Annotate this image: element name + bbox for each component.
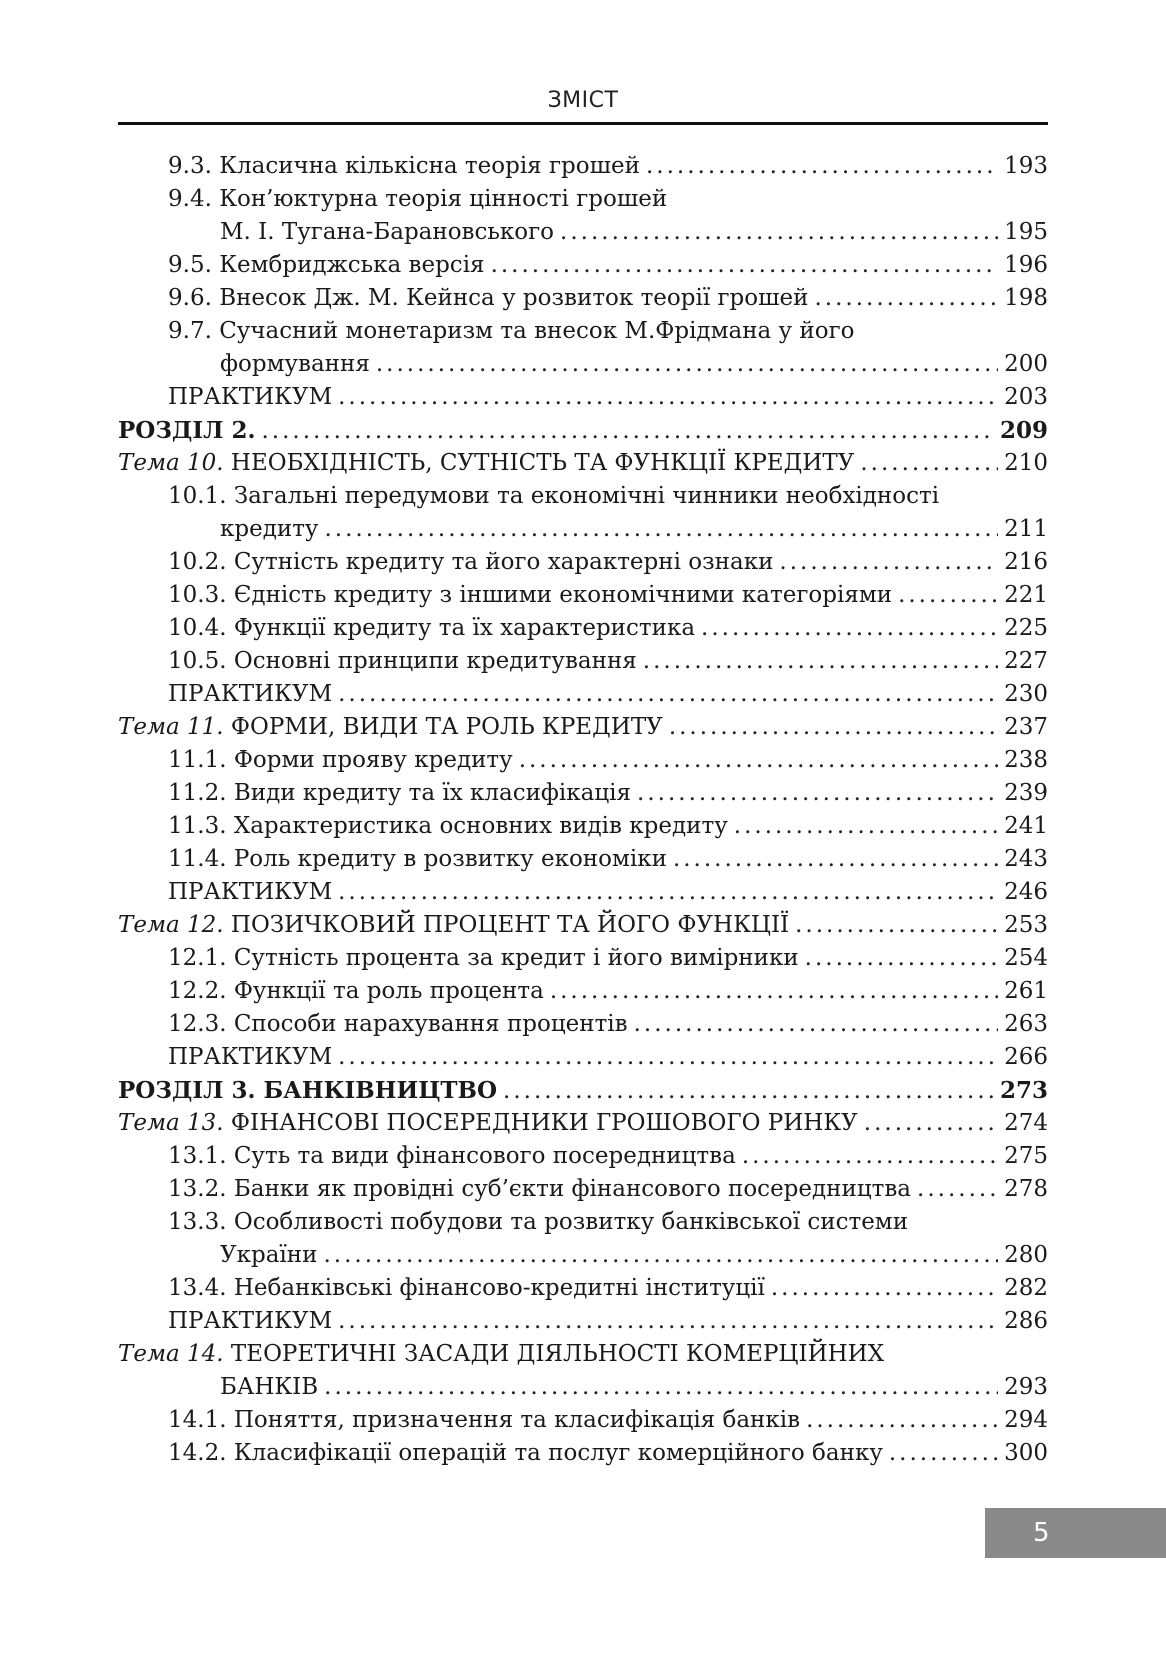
- toc-dot-leader: [646, 150, 998, 183]
- toc-entry-text: 10.2. Сутність кредиту та його характерні ознаки: [168, 549, 774, 575]
- toc-entry-title: [118, 414, 255, 447]
- toc-dot-leader: [742, 1140, 998, 1173]
- toc-page-number: 293: [1004, 1374, 1048, 1400]
- toc-entry-text: України: [220, 1242, 318, 1268]
- toc-entry-text: ФІНАНСОВІ ПОСЕРЕДНИКИ ГРОШОВОГО РИНКУ: [223, 1110, 858, 1136]
- toc-page-number: 274: [1004, 1110, 1048, 1136]
- toc-dot-leader: [261, 415, 994, 448]
- toc-entry: [118, 711, 1048, 744]
- toc-page-number: 243: [1004, 846, 1048, 872]
- header-divider: [118, 122, 1048, 125]
- toc-dot-leader: [324, 513, 998, 546]
- toc-page-number: 193: [1004, 153, 1048, 179]
- toc-dot-leader: [338, 876, 998, 909]
- toc-entry-text: 9.4. Кон’юктурна теорія цінності грошей: [168, 186, 668, 212]
- toc-entry: [118, 1206, 1048, 1239]
- toc-entry-text: формування: [220, 351, 370, 377]
- toc-entry-text: ПРАКТИКУМ: [168, 681, 333, 707]
- toc-entry: [118, 414, 1048, 447]
- toc-entry-title: [168, 1008, 628, 1041]
- toc-entry-title: [168, 612, 695, 645]
- toc-entry-text: 13.2. Банки як провідні суб’єкти фінансового посередництва: [168, 1176, 912, 1202]
- toc-entry: [118, 1173, 1048, 1206]
- page-number: 5: [985, 1508, 1166, 1558]
- toc-entry: [118, 447, 1048, 480]
- toc-entry-text: ПРАКТИКУМ: [168, 1044, 333, 1070]
- page-header-title: ЗМІСТ: [547, 88, 619, 113]
- toc-page-number: 300: [1004, 1440, 1048, 1466]
- toc-entry: [118, 645, 1048, 678]
- toc-entry-text: 12.1. Сутність процента за кредит і його вимірники: [168, 945, 799, 971]
- toc-entry-text: 10.3. Єдність кредиту з іншими економічними категоріями: [168, 582, 893, 608]
- toc-entry-title: [168, 249, 485, 282]
- toc-entry: [118, 150, 1048, 183]
- toc-entry-text: 11.1. Форми прояву кредиту: [168, 747, 513, 773]
- toc-entry-text: 12.3. Способи нарахування процентів: [168, 1011, 628, 1037]
- toc-dot-leader: [376, 348, 998, 381]
- toc-entry-title: [168, 1305, 332, 1338]
- toc-entry: [118, 678, 1048, 711]
- toc-page-number: 254: [1004, 945, 1048, 971]
- toc-dot-leader: [673, 843, 998, 876]
- toc-entry: [118, 1437, 1048, 1470]
- toc-entry-text: 13.3. Особливості побудови та розвитку банківської системи: [168, 1209, 909, 1235]
- toc-topic-prefix: Тема 11.: [118, 714, 224, 740]
- toc-entry-text: 14.1. Поняття, призначення та класифікація банків: [168, 1407, 801, 1433]
- toc-entry-text: ПРАКТИКУМ: [168, 1308, 333, 1334]
- toc-dot-leader: [503, 1075, 994, 1108]
- toc-entry-text: 14.2. Класифікації операцій та послуг комерційного банку: [168, 1440, 883, 1466]
- toc-dot-leader: [814, 282, 998, 315]
- toc-entry-title: [168, 1206, 908, 1239]
- toc-entry-text: 11.2. Види кредиту та їх класифікація: [168, 780, 632, 806]
- toc-dot-leader: [323, 1239, 998, 1272]
- toc-entry-title: [168, 1404, 800, 1437]
- toc-entry: [118, 381, 1048, 414]
- toc-entry: [118, 1338, 1048, 1371]
- toc-page-number: 280: [1004, 1242, 1048, 1268]
- toc-entry-text: 9.3. Класична кількісна теорія грошей: [168, 153, 640, 179]
- toc-page-number: 273: [999, 1077, 1048, 1104]
- toc-entry-title: [220, 1371, 318, 1404]
- toc-entry-title: [118, 1338, 884, 1371]
- toc-entry-text: ТЕОРЕТИЧНІ ЗАСАДИ ДІЯЛЬНОСТІ КОМЕРЦІЙНИХ: [223, 1341, 885, 1367]
- toc-entry-title: [168, 315, 854, 348]
- toc-entry-text: 10.4. Функції кредиту та їх характеристика: [168, 615, 696, 641]
- toc-entry: [118, 1107, 1048, 1140]
- toc-entry-text: М. І. Тугана-Барановського: [220, 219, 555, 245]
- toc-entry-title: [220, 513, 318, 546]
- toc-entry-title: [168, 183, 667, 216]
- toc-entry-title: [168, 282, 808, 315]
- toc-entry: [118, 942, 1048, 975]
- toc-entry-title: [118, 909, 789, 942]
- toc-entry: [118, 975, 1048, 1008]
- toc-dot-leader: [338, 381, 998, 414]
- toc-entry-text: РОЗДІЛ 2.: [118, 417, 256, 444]
- toc-page-number: 266: [1004, 1044, 1048, 1070]
- toc-entry: [118, 1074, 1048, 1107]
- toc-entry-title: [168, 579, 892, 612]
- toc-entry: [118, 777, 1048, 810]
- toc-entry: [118, 1239, 1048, 1272]
- toc-page-number: 198: [1004, 285, 1048, 311]
- toc-entry-title: [168, 645, 637, 678]
- toc-entry: [118, 1305, 1048, 1338]
- toc-dot-leader: [779, 546, 998, 579]
- toc-page-number: 282: [1004, 1275, 1048, 1301]
- toc-dot-leader: [860, 447, 998, 480]
- toc-entry: [118, 480, 1048, 513]
- toc-entry-text: НЕОБХІДНІСТЬ, СУТНІСТЬ ТА ФУНКЦІЇ КРЕДИТУ: [223, 450, 855, 476]
- toc-dot-leader: [771, 1272, 998, 1305]
- toc-entry-title: [118, 447, 854, 480]
- toc-entry: [118, 315, 1048, 348]
- toc-dot-leader: [917, 1173, 998, 1206]
- toc-topic-prefix: Тема 13.: [118, 1110, 224, 1136]
- toc-entry-title: [118, 1107, 858, 1140]
- toc-entry: [118, 1008, 1048, 1041]
- toc-entry-text: 13.4. Небанківські фінансово-кредитні інституції: [168, 1275, 765, 1301]
- toc-dot-leader: [491, 249, 999, 282]
- toc-dot-leader: [519, 744, 998, 777]
- toc-page-number: 230: [1004, 681, 1048, 707]
- toc-entry-title: [168, 381, 332, 414]
- toc-entry-text: БАНКІВ: [220, 1374, 319, 1400]
- toc-entry-title: [168, 843, 667, 876]
- toc-page-number: 261: [1004, 978, 1048, 1004]
- toc-page-number: 286: [1004, 1308, 1048, 1334]
- toc-entry-title: [168, 1173, 911, 1206]
- toc-dot-leader: [805, 942, 998, 975]
- toc-entry: [118, 513, 1048, 546]
- toc-entry-title: [168, 777, 631, 810]
- toc-entry: [118, 1041, 1048, 1074]
- toc-entry-text: ПОЗИЧКОВИЙ ПРОЦЕНТ ТА ЙОГО ФУНКЦІЇ: [223, 912, 790, 938]
- toc-dot-leader: [806, 1404, 998, 1437]
- toc-dot-leader: [734, 810, 998, 843]
- toc-entry: [118, 183, 1048, 216]
- toc-entry: [118, 909, 1048, 942]
- toc-page-number: 216: [1004, 549, 1048, 575]
- toc-entry-text: ФОРМИ, ВИДИ ТА РОЛЬ КРЕДИТУ: [223, 714, 663, 740]
- toc-dot-leader: [701, 612, 998, 645]
- toc-entry: [118, 744, 1048, 777]
- toc-page-number: 278: [1004, 1176, 1048, 1202]
- toc-page-number: 221: [1004, 582, 1048, 608]
- toc-entry: [118, 1140, 1048, 1173]
- toc-entry-title: [168, 150, 640, 183]
- toc-entry-text: ПРАКТИКУМ: [168, 384, 333, 410]
- toc-page-number: 263: [1004, 1011, 1048, 1037]
- toc-entry-title: [118, 1074, 497, 1107]
- toc-dot-leader: [643, 645, 998, 678]
- toc-entry-text: 9.7. Сучасний монетаризм та внесок М.Фрідмана у його: [168, 318, 855, 344]
- toc-entry-text: 12.2. Функції та роль процента: [168, 978, 544, 1004]
- toc-topic-prefix: Тема 10.: [118, 450, 224, 476]
- toc-entry-title: [168, 744, 513, 777]
- toc-dot-leader: [637, 777, 998, 810]
- toc-entry: [118, 810, 1048, 843]
- toc-dot-leader: [898, 579, 998, 612]
- toc-page-number: 225: [1004, 615, 1048, 641]
- toc-entry-title: [220, 216, 554, 249]
- toc-dot-leader: [634, 1008, 998, 1041]
- toc-page-number: 227: [1004, 648, 1048, 674]
- toc-dot-leader: [560, 216, 998, 249]
- toc-dot-leader: [338, 678, 998, 711]
- toc-entry-title: [168, 1437, 883, 1470]
- toc-entry-text: 9.6. Внесок Дж. М. Кейнса у розвиток теорії грошей: [168, 285, 809, 311]
- toc-page-number: 210: [1004, 450, 1048, 476]
- toc-page-number: 239: [1004, 780, 1048, 806]
- toc-entry-text: 10.1. Загальні передумови та економічні чинники необхідності: [168, 483, 940, 509]
- toc-entry-text: 11.3. Характеристика основних видів кредиту: [168, 813, 728, 839]
- toc-entry: [118, 876, 1048, 909]
- toc-entry-title: [168, 480, 939, 513]
- toc-page-number: 211: [1004, 516, 1048, 542]
- toc-entry: [118, 546, 1048, 579]
- toc-page-number: 294: [1004, 1407, 1048, 1433]
- toc-page-number: 241: [1004, 813, 1048, 839]
- toc-entry-title: [118, 711, 663, 744]
- toc-entry: [118, 1404, 1048, 1437]
- toc-entry: [118, 348, 1048, 381]
- toc-dot-leader: [324, 1371, 998, 1404]
- toc-entry: [118, 216, 1048, 249]
- toc-entry: [118, 249, 1048, 282]
- toc-entry-title: [168, 546, 773, 579]
- toc-page-number: 238: [1004, 747, 1048, 773]
- toc-page-number: 209: [999, 417, 1048, 444]
- toc-entry-text: 9.5. Кембриджська версія: [168, 252, 485, 278]
- toc-page-number: 195: [1004, 219, 1048, 245]
- toc-dot-leader: [795, 909, 998, 942]
- toc-entry-text: 13.1. Суть та види фінансового посередництва: [168, 1143, 736, 1169]
- toc-entry-title: [168, 678, 332, 711]
- toc-entry: [118, 579, 1048, 612]
- toc-dot-leader: [864, 1107, 998, 1140]
- toc-page-number: 253: [1004, 912, 1048, 938]
- toc-entry: [118, 843, 1048, 876]
- toc-entry-text: 10.5. Основні принципи кредитування: [168, 648, 637, 674]
- toc-page-number: 196: [1004, 252, 1048, 278]
- toc-entry-title: [168, 975, 544, 1008]
- toc-dot-leader: [889, 1437, 998, 1470]
- toc-dot-leader: [338, 1305, 998, 1338]
- toc-entry-title: [168, 1140, 736, 1173]
- toc-entry: [118, 282, 1048, 315]
- toc-entry: [118, 612, 1048, 645]
- toc-entry-title: [168, 1041, 332, 1074]
- toc-page-number: 246: [1004, 879, 1048, 905]
- toc-entry-title: [168, 810, 728, 843]
- toc-entry-title: [168, 876, 332, 909]
- table-of-contents: [118, 150, 1048, 1470]
- toc-entry-text: ПРАКТИКУМ: [168, 879, 333, 905]
- toc-page-number: 237: [1004, 714, 1048, 740]
- toc-dot-leader: [550, 975, 998, 1008]
- toc-entry-title: [168, 1272, 765, 1305]
- toc-page-number: 200: [1004, 351, 1048, 377]
- toc-entry: [118, 1272, 1048, 1305]
- toc-entry-text: кредиту: [220, 516, 319, 542]
- toc-topic-prefix: Тема 12.: [118, 912, 224, 938]
- toc-dot-leader: [669, 711, 998, 744]
- toc-dot-leader: [338, 1041, 998, 1074]
- toc-page-number: 275: [1004, 1143, 1048, 1169]
- toc-entry: [118, 1371, 1048, 1404]
- toc-entry-title: [168, 942, 799, 975]
- toc-topic-prefix: Тема 14.: [118, 1341, 224, 1367]
- toc-entry-title: [220, 1239, 317, 1272]
- toc-page-number: 203: [1004, 384, 1048, 410]
- toc-entry-title: [220, 348, 370, 381]
- toc-entry-text: 11.4. Роль кредиту в розвитку економіки: [168, 846, 667, 872]
- toc-entry-text: РОЗДІЛ 3. БАНКІВНИЦТВО: [118, 1077, 498, 1104]
